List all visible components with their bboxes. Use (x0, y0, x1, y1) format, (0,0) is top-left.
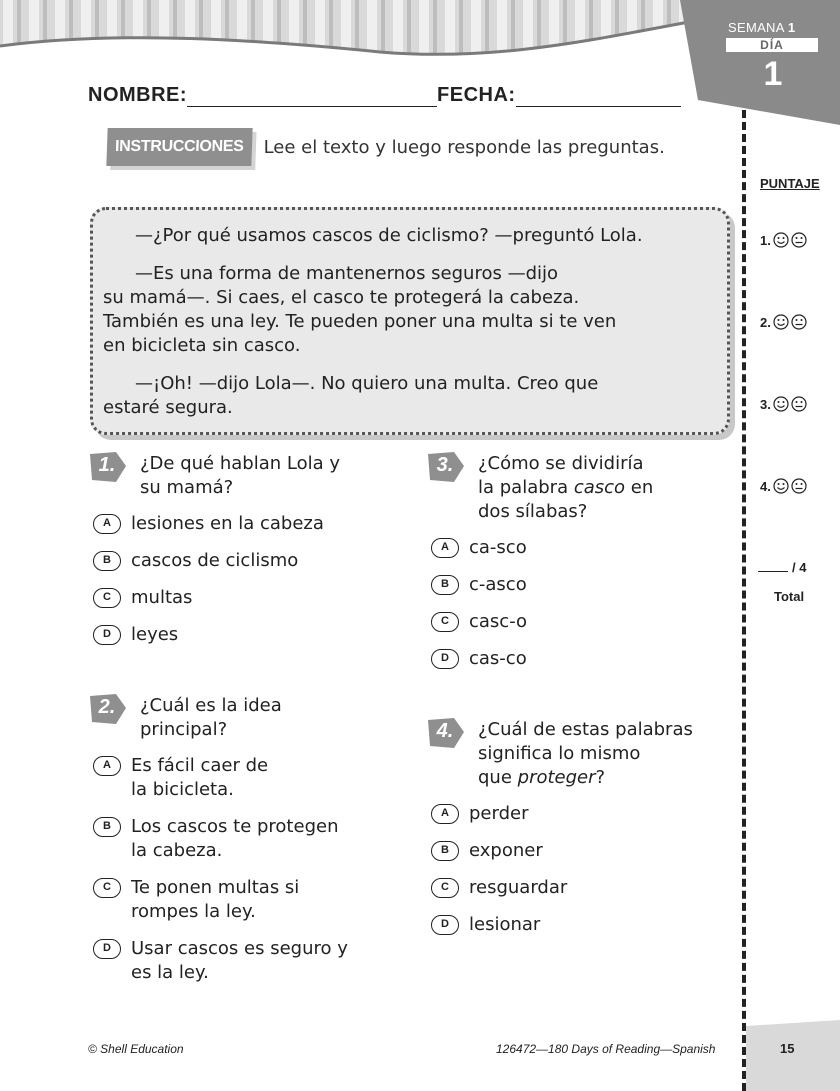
answer-option[interactable]: C resguardar (431, 876, 738, 900)
answer-bubble[interactable]: A (93, 756, 121, 776)
answer-option[interactable]: D cas-co (431, 647, 728, 671)
passage-line: También es una ley. Te pueden poner una multa si te ven (103, 311, 617, 332)
question-number-badge: 4. (428, 718, 468, 748)
question-text: ¿Cuál es la idea principal? (140, 695, 282, 740)
answer-bubble[interactable]: C (431, 878, 459, 898)
score-row-4: 4. (760, 478, 807, 494)
answer-option[interactable]: A perder (431, 802, 738, 826)
answer-bubble[interactable]: B (431, 575, 459, 595)
question-number-badge: 3. (428, 452, 468, 482)
answer-bubble[interactable]: D (93, 625, 121, 645)
answer-option[interactable]: C multas (93, 586, 410, 610)
week-label: SEMANA 1 (728, 20, 796, 35)
answer-option[interactable]: B c-asco (431, 573, 728, 597)
answer-option[interactable]: B cascos de ciclismo (93, 549, 410, 573)
question-1 (90, 452, 410, 660)
question-number-badge: 1. (90, 452, 130, 482)
passage-line: su mamá—. Si caes, el casco te protegerá la cabeza. (103, 287, 580, 308)
answer-bubble[interactable]: A (431, 804, 459, 824)
answer-option[interactable]: B Los cascos te protegen la cabeza. (93, 815, 410, 863)
instructions-text: Lee el texto y luego responde las preguntas. (263, 136, 665, 158)
score-row-3: 3. (760, 396, 807, 412)
question-text: ¿De qué hablan Lola y su mamá? (140, 453, 340, 498)
nombre-field[interactable] (187, 87, 437, 107)
nombre-label: NOMBRE: (88, 84, 188, 106)
answer-option[interactable]: C Te ponen multas si rompes la ley. (93, 876, 410, 924)
instructions (107, 128, 665, 166)
sidebar-divider (742, 110, 746, 1091)
happy-face-icon[interactable] (773, 232, 789, 248)
total-label: Total (774, 589, 805, 604)
happy-face-icon[interactable] (773, 314, 789, 330)
fecha-label: FECHA: (437, 84, 516, 106)
happy-face-icon[interactable] (773, 478, 789, 494)
answer-option[interactable]: A Es fácil caer de la bicicleta. (93, 754, 410, 802)
question-2 (90, 694, 410, 998)
day-number: 1 (763, 55, 783, 93)
score-row-1: 1. (760, 232, 807, 248)
score-row-2: 2. (760, 314, 807, 330)
reading-passage (90, 207, 730, 435)
passage-line: estaré segura. (103, 397, 233, 418)
answer-bubble[interactable]: A (431, 538, 459, 558)
instructions-tag: INSTRUCCIONES (106, 128, 252, 166)
answer-bubble[interactable]: C (93, 588, 121, 608)
neutral-face-icon[interactable] (791, 314, 807, 330)
answer-bubble[interactable]: B (93, 551, 121, 571)
passage-line: —¡Oh! —dijo Lola—. No quiero una multa. Creo que (135, 373, 599, 394)
answer-bubble[interactable]: D (93, 939, 121, 959)
question-text: ¿Cuál de estas palabras significa lo mismo que proteger? (478, 719, 693, 788)
passage-line: en bicicleta sin casco. (103, 335, 301, 356)
question-text: ¿Cómo se dividiría la palabra casco en dos sílabas? (478, 453, 654, 522)
passage-line: —¿Por qué usamos cascos de ciclismo? —preguntó Lola. (135, 225, 643, 246)
footer-copyright: © Shell Education (88, 1042, 184, 1056)
happy-face-icon[interactable] (773, 396, 789, 412)
question-4 (428, 718, 738, 950)
name-date-line (88, 84, 681, 107)
total-score-field[interactable]: / 4 (758, 560, 806, 575)
week-day-tab (680, 0, 840, 125)
neutral-face-icon[interactable] (791, 396, 807, 412)
page-number: 15 (780, 1041, 795, 1056)
answer-option[interactable]: B exponer (431, 839, 738, 863)
score-title: PUNTAJE (760, 176, 820, 191)
answer-option[interactable]: D leyes (93, 623, 410, 647)
answer-option[interactable]: C casc-o (431, 610, 728, 634)
answer-bubble[interactable]: A (93, 514, 121, 534)
answer-option[interactable]: A ca-sco (431, 536, 728, 560)
question-number-badge: 2. (90, 694, 130, 724)
footer-book-title: 126472—180 Days of Reading—Spanish (496, 1042, 716, 1056)
day-label: DÍA (726, 38, 818, 52)
answer-bubble[interactable]: B (93, 817, 121, 837)
neutral-face-icon[interactable] (791, 232, 807, 248)
passage-line: —Es una forma de mantenernos seguros —dijo (135, 263, 559, 284)
answer-bubble[interactable]: B (431, 841, 459, 861)
answer-bubble[interactable]: C (93, 878, 121, 898)
answer-option[interactable]: D lesionar (431, 913, 738, 937)
question-3 (428, 452, 728, 684)
answer-bubble[interactable]: D (431, 915, 459, 935)
fecha-field[interactable] (516, 87, 681, 107)
answer-option[interactable]: A lesiones en la cabeza (93, 512, 410, 536)
answer-bubble[interactable]: C (431, 612, 459, 632)
answer-bubble[interactable]: D (431, 649, 459, 669)
answer-option[interactable]: D Usar cascos es seguro y es la ley. (93, 937, 410, 985)
neutral-face-icon[interactable] (791, 478, 807, 494)
